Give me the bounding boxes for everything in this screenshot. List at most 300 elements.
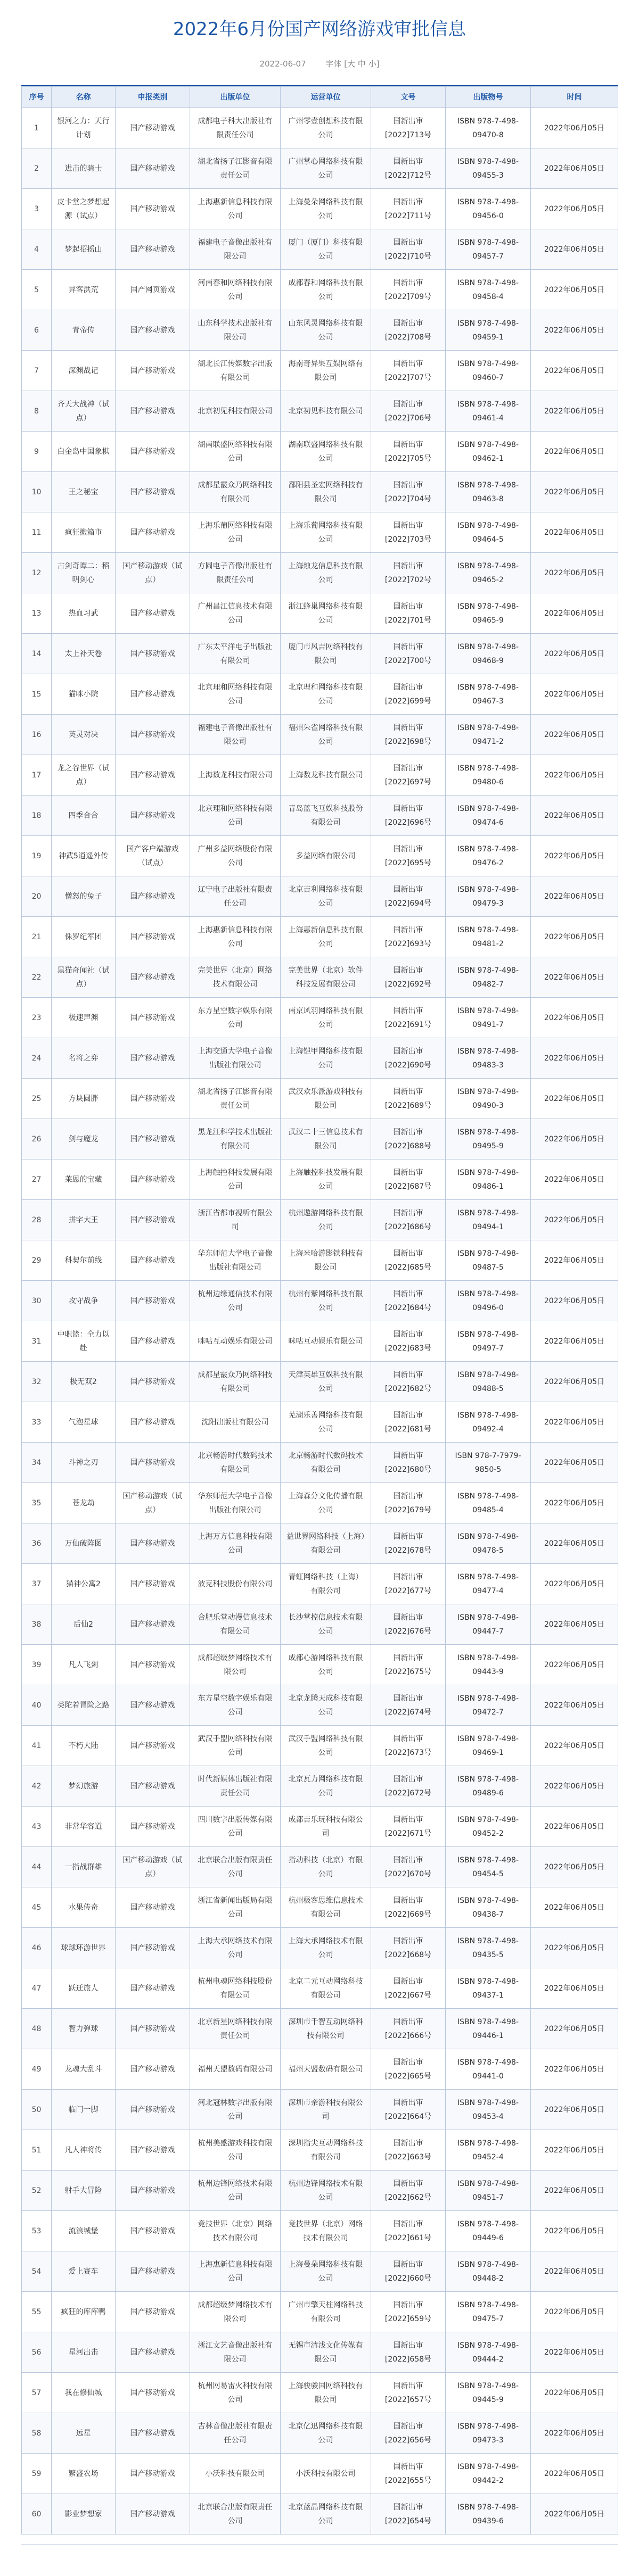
cell-isbn: ISBN 978-7-498-09462-1	[446, 432, 531, 472]
cell-name: 太上补天卷	[52, 634, 116, 674]
cell-approval-no: 国新出审[2022]663号	[371, 2130, 446, 2171]
cell-operator: 青岛蓝飞互娱科技股份有限公司	[281, 796, 371, 836]
cell-name: 皮卡堂之梦想起源（试点）	[52, 189, 116, 229]
cell-approval-no: 国新出审[2022]683号	[371, 1321, 446, 1362]
cell-approval-no: 国新出审[2022]674号	[371, 1685, 446, 1726]
cell-isbn: ISBN 978-7-498-09487-5	[446, 1240, 531, 1281]
cell-approval-no: 国新出审[2022]689号	[371, 1079, 446, 1119]
cell-publisher: 广东太平洋电子出版社有限公司	[190, 634, 281, 674]
cell-operator: 武汉二十三信息技术有限公司	[281, 1119, 371, 1159]
cell-operator: 上海米哈游影铁科技有限公司	[281, 1240, 371, 1281]
cell-time: 2022年06月05日	[531, 2251, 618, 2292]
cell-index: 26	[22, 1119, 52, 1159]
cell-isbn: ISBN 978-7-498-09492-4	[446, 1402, 531, 1443]
cell-index: 9	[22, 432, 52, 472]
cell-publisher: 咪咕互动娱乐有限公司	[190, 1321, 281, 1362]
cell-isbn: ISBN 978-7-498-09476-2	[446, 836, 531, 876]
cell-operator: 完美世界（北京）软件科技发展有限公司	[281, 957, 371, 998]
cell-isbn: ISBN 978-7-498-09465-9	[446, 593, 531, 634]
cell-category: 国产移动游戏	[116, 593, 190, 634]
cell-publisher: 武汉手盟网络科技有限公司	[190, 1726, 281, 1766]
cell-isbn: ISBN 978-7-498-09467-3	[446, 674, 531, 715]
cell-approval-no: 国新出审[2022]679号	[371, 1483, 446, 1523]
table-row	[22, 1766, 618, 1807]
cell-name: 名将之弈	[52, 1038, 116, 1079]
cell-operator: 广州零壹创想科技有限公司	[281, 108, 371, 148]
cell-name: 球球环游世界	[52, 1928, 116, 1968]
cell-isbn: ISBN 978-7-498-09451-7	[446, 2171, 531, 2211]
cell-publisher: 湖北长江传媒数字出版有限公司	[190, 351, 281, 391]
cell-approval-no: 国新出审[2022]677号	[371, 1564, 446, 1604]
cell-index: 57	[22, 2373, 52, 2413]
cell-name: 临门一脚	[52, 2090, 116, 2130]
table-row	[22, 1079, 618, 1119]
table-row	[22, 2454, 618, 2494]
cell-approval-no: 国新出审[2022]665号	[371, 2049, 446, 2090]
table-row	[22, 917, 618, 957]
publish-date: 2022-06-07	[259, 59, 306, 69]
cell-operator: 益世界网络科技（上海）有限公司	[281, 1523, 371, 1564]
cell-time: 2022年06月05日	[531, 2009, 618, 2049]
cell-operator: 武汉手盟网络科技有限公司	[281, 1726, 371, 1766]
cell-approval-no: 国新出审[2022]680号	[371, 1443, 446, 1483]
cell-isbn: ISBN 978-7-498-09485-4	[446, 1483, 531, 1523]
cell-operator: 多益网络有限公司	[281, 836, 371, 876]
table-row	[22, 2009, 618, 2049]
cell-name: 万仙破阵图	[52, 1523, 116, 1564]
cell-isbn: ISBN 978-7-498-09461-4	[446, 391, 531, 432]
cell-time: 2022年06月05日	[531, 1645, 618, 1685]
cell-time: 2022年06月05日	[531, 1766, 618, 1807]
cell-time: 2022年06月05日	[531, 229, 618, 270]
cell-category: 国产移动游戏	[116, 1726, 190, 1766]
cell-isbn: ISBN 978-7-498-09477-4	[446, 1564, 531, 1604]
cell-index: 51	[22, 2130, 52, 2171]
cell-index: 42	[22, 1766, 52, 1807]
cell-name: 流浪城堡	[52, 2211, 116, 2251]
cell-name: 科契尔前线	[52, 1240, 116, 1281]
cell-operator: 上海森分文化传播有限公司	[281, 1483, 371, 1523]
cell-index: 59	[22, 2454, 52, 2494]
cell-operator: 厦门市风吉网络科技有限公司	[281, 634, 371, 674]
cell-time: 2022年06月05日	[531, 998, 618, 1038]
cell-time: 2022年06月05日	[531, 1604, 618, 1645]
cell-index: 39	[22, 1645, 52, 1685]
cell-isbn: ISBN 978-7-498-09465-2	[446, 553, 531, 593]
table-row	[22, 148, 618, 189]
cell-operator: 竞技世界（北京）网络技术有限公司	[281, 2211, 371, 2251]
cell-category: 国产移动游戏	[116, 2009, 190, 2049]
col-header-index: 序号	[22, 87, 52, 108]
cell-time: 2022年06月05日	[531, 593, 618, 634]
cell-approval-no: 国新出审[2022]701号	[371, 593, 446, 634]
cell-isbn: ISBN 978-7-498-09454-5	[446, 1847, 531, 1887]
cell-publisher: 浙江省新闻出版局有限公司	[190, 1887, 281, 1928]
cell-category: 国产移动游戏	[116, 2049, 190, 2090]
cell-approval-no: 国新出审[2022]713号	[371, 108, 446, 148]
cell-name: 梦幻旅游	[52, 1766, 116, 1807]
cell-time: 2022年06月05日	[531, 836, 618, 876]
cell-index: 36	[22, 1523, 52, 1564]
cell-category: 国产移动游戏	[116, 755, 190, 796]
col-header-isbn: 出版物号	[446, 87, 531, 108]
cell-isbn: ISBN 978-7-498-09479-3	[446, 876, 531, 917]
cell-time: 2022年06月05日	[531, 1685, 618, 1726]
cell-index: 10	[22, 472, 52, 512]
cell-category: 国产移动游戏（试点）	[116, 553, 190, 593]
cell-time: 2022年06月05日	[531, 2454, 618, 2494]
cell-operator: 山东风灵网络科技有限公司	[281, 310, 371, 351]
cell-time: 2022年06月05日	[531, 1119, 618, 1159]
cell-time: 2022年06月05日	[531, 2332, 618, 2373]
cell-isbn: ISBN 978-7-498-09475-7	[446, 2292, 531, 2332]
font-large-button[interactable]: 大	[347, 59, 356, 69]
cell-approval-no: 国新出审[2022]685号	[371, 1240, 446, 1281]
cell-name: 猫咪小院	[52, 674, 116, 715]
cell-operator: 指动科技（北京）有限公司	[281, 1847, 371, 1887]
cell-publisher: 福建电子音像出版社有限公司	[190, 715, 281, 755]
cell-category: 国产移动游戏	[116, 2171, 190, 2211]
cell-isbn: ISBN 978-7-498-09480-6	[446, 755, 531, 796]
cell-operator: 小沃科技有限公司	[281, 2454, 371, 2494]
cell-approval-no: 国新出审[2022]668号	[371, 1928, 446, 1968]
cell-isbn: ISBN 978-7-498-09443-9	[446, 1645, 531, 1685]
cell-isbn: ISBN 978-7-498-09455-3	[446, 148, 531, 189]
cell-operator: 北京蓝晶网络科技有限公司	[281, 2494, 371, 2534]
table-row	[22, 1200, 618, 1240]
cell-approval-no: 国新出审[2022]712号	[371, 148, 446, 189]
cell-time: 2022年06月05日	[531, 1443, 618, 1483]
cell-approval-no: 国新出审[2022]667号	[371, 1968, 446, 2009]
cell-approval-no: 国新出审[2022]656号	[371, 2413, 446, 2454]
cell-operator: 杭州极客思维信息技术有限公司	[281, 1887, 371, 1928]
table-row	[22, 391, 618, 432]
cell-category: 国产移动游戏	[116, 391, 190, 432]
cell-publisher: 福建电子音像出版社有限公司	[190, 229, 281, 270]
cell-index: 12	[22, 553, 52, 593]
cell-category: 国产移动游戏	[116, 1887, 190, 1928]
cell-publisher: 小沃科技有限公司	[190, 2454, 281, 2494]
cell-name: 跃迁旅人	[52, 1968, 116, 2009]
cell-time: 2022年06月05日	[531, 755, 618, 796]
cell-time: 2022年06月05日	[531, 1847, 618, 1887]
table-row	[22, 1807, 618, 1847]
cell-isbn: ISBN 978-7-498-09488-5	[446, 1362, 531, 1402]
cell-isbn: ISBN 978-7-498-09469-1	[446, 1726, 531, 1766]
cell-operator: 天津英雄互娱科技有限公司	[281, 1362, 371, 1402]
table-row	[22, 2332, 618, 2373]
cell-time: 2022年06月05日	[531, 1159, 618, 1200]
cell-isbn: ISBN 978-7-498-09435-5	[446, 1928, 531, 1968]
cell-index: 23	[22, 998, 52, 1038]
cell-index: 8	[22, 391, 52, 432]
table-row	[22, 2494, 618, 2534]
cell-isbn: ISBN 978-7-498-09449-6	[446, 2211, 531, 2251]
cell-index: 34	[22, 1443, 52, 1483]
cell-category: 国产移动游戏	[116, 1362, 190, 1402]
cell-isbn: ISBN 978-7-498-09437-1	[446, 1968, 531, 2009]
cell-category: 国产移动游戏	[116, 2332, 190, 2373]
cell-operator: 上海烛龙信息科技有限公司	[281, 553, 371, 593]
cell-isbn: ISBN 978-7-498-09445-9	[446, 2373, 531, 2413]
cell-publisher: 上海惠新信息科技有限公司	[190, 917, 281, 957]
cell-operator: 浙江蜂巢网络科技有限公司	[281, 593, 371, 634]
cell-publisher: 杭州电魂网络科技股份有限公司	[190, 1968, 281, 2009]
cell-category: 国产移动游戏（试点）	[116, 1483, 190, 1523]
cell-time: 2022年06月05日	[531, 512, 618, 553]
cell-name: 我在修仙城	[52, 2373, 116, 2413]
cell-time: 2022年06月05日	[531, 2090, 618, 2130]
cell-isbn: ISBN 978-7-498-09471-2	[446, 715, 531, 755]
cell-time: 2022年06月05日	[531, 472, 618, 512]
cell-approval-no: 国新出审[2022]706号	[371, 391, 446, 432]
table-row	[22, 796, 618, 836]
cell-time: 2022年06月05日	[531, 796, 618, 836]
cell-name: 猫神公寓2	[52, 1564, 116, 1604]
cell-category: 国产移动游戏	[116, 1807, 190, 1847]
cell-name: 后仙2	[52, 1604, 116, 1645]
cell-publisher: 杭州美盛游戏科技有限公司	[190, 2130, 281, 2171]
cell-publisher: 山东科学技术出版社有限公司	[190, 310, 281, 351]
cell-name: 青帝传	[52, 310, 116, 351]
cell-time: 2022年06月05日	[531, 917, 618, 957]
cell-index: 18	[22, 796, 52, 836]
cell-approval-no: 国新出审[2022]678号	[371, 1523, 446, 1564]
cell-approval-no: 国新出审[2022]695号	[371, 836, 446, 876]
cell-name: 莱恩的宝藏	[52, 1159, 116, 1200]
cell-operator: 上海数龙科技有限公司	[281, 755, 371, 796]
table-row	[22, 2171, 618, 2211]
table-row	[22, 2130, 618, 2171]
cell-approval-no: 国新出审[2022]660号	[371, 2251, 446, 2292]
cell-publisher: 成都星霰众乃网络科技有限公司	[190, 472, 281, 512]
cell-index: 20	[22, 876, 52, 917]
cell-approval-no: 国新出审[2022]687号	[371, 1159, 446, 1200]
cell-publisher: 北京畅游时代数码技术有限公司	[190, 1443, 281, 1483]
cell-publisher: 成都超级梦网络技术有限公司	[190, 1645, 281, 1685]
table-row	[22, 553, 618, 593]
font-small-button[interactable]: 小	[368, 59, 376, 69]
cell-operator: 北京龙腾天成科技有限公司	[281, 1685, 371, 1726]
cell-category: 国产移动游戏	[116, 2373, 190, 2413]
cell-publisher: 华东师范大学电子音像出版社有限公司	[190, 1483, 281, 1523]
cell-operator: 上海骏骏国网络科技有限公司	[281, 2373, 371, 2413]
cell-publisher: 方圆电子音像出版社有限责任公司	[190, 553, 281, 593]
cell-publisher: 上海大承网络技术有限公司	[190, 1928, 281, 1968]
cell-category: 国产移动游戏	[116, 189, 190, 229]
cell-publisher: 湖北省扬子江影音有限责任公司	[190, 1079, 281, 1119]
cell-category: 国产移动游戏	[116, 1604, 190, 1645]
cell-time: 2022年06月05日	[531, 2211, 618, 2251]
cell-operator: 杭州边锋网络技术有限公司	[281, 2171, 371, 2211]
cell-time: 2022年06月05日	[531, 1968, 618, 2009]
cell-name: 神武5逍遥外传	[52, 836, 116, 876]
cell-name: 远星	[52, 2413, 116, 2454]
cell-publisher: 上海万方信息科技有限公司	[190, 1523, 281, 1564]
cell-publisher: 东方星空数字娱乐有限公司	[190, 998, 281, 1038]
cell-time: 2022年06月05日	[531, 1726, 618, 1766]
cell-name: 疯狂搬箱市	[52, 512, 116, 553]
cell-isbn: ISBN 978-7-498-09448-2	[446, 2251, 531, 2292]
cell-isbn: ISBN 978-7-498-09489-6	[446, 1766, 531, 1807]
table-row	[22, 1321, 618, 1362]
cell-isbn: ISBN 978-7-498-09446-1	[446, 2009, 531, 2049]
cell-time: 2022年06月05日	[531, 2049, 618, 2090]
cell-isbn: ISBN 978-7-498-09442-2	[446, 2454, 531, 2494]
cell-isbn: ISBN 978-7-498-09494-1	[446, 1200, 531, 1240]
cell-name: 疯狂的库库鸭	[52, 2292, 116, 2332]
cell-approval-no: 国新出审[2022]666号	[371, 2009, 446, 2049]
cell-approval-no: 国新出审[2022]676号	[371, 1604, 446, 1645]
cell-time: 2022年06月05日	[531, 1038, 618, 1079]
cell-index: 44	[22, 1847, 52, 1887]
cell-category: 国产移动游戏	[116, 1119, 190, 1159]
cell-category: 国产移动游戏	[116, 2251, 190, 2292]
page-title: 2022年6月份国产网络游戏审批信息	[173, 19, 466, 40]
cell-time: 2022年06月05日	[531, 1281, 618, 1321]
cell-name: 齐天大战神（试点）	[52, 391, 116, 432]
cell-index: 53	[22, 2211, 52, 2251]
cell-approval-no: 国新出审[2022]711号	[371, 189, 446, 229]
cell-publisher: 上海数龙科技有限公司	[190, 755, 281, 796]
cell-approval-no: 国新出审[2022]662号	[371, 2171, 446, 2211]
cell-time: 2022年06月05日	[531, 310, 618, 351]
table-row	[22, 998, 618, 1038]
table-row	[22, 1928, 618, 1968]
cell-approval-no: 国新出审[2022]661号	[371, 2211, 446, 2251]
cell-isbn: ISBN 978-7-498-09472-7	[446, 1685, 531, 1726]
cell-operator: 深圳市亲游科技有限公司	[281, 2090, 371, 2130]
cell-name: 一指战群雄	[52, 1847, 116, 1887]
cell-index: 2	[22, 148, 52, 189]
table-row	[22, 1483, 618, 1523]
cell-approval-no: 国新出审[2022]698号	[371, 715, 446, 755]
col-header-category: 申报类别	[116, 87, 190, 108]
cell-category: 国产移动游戏	[116, 998, 190, 1038]
cell-publisher: 杭州边锋网络技术有限公司	[190, 2171, 281, 2211]
cell-index: 54	[22, 2251, 52, 2292]
cell-operator: 武汉欢乐派游戏科技有限公司	[281, 1079, 371, 1119]
cell-publisher: 合肥乐堂动漫信息技术有限公司	[190, 1604, 281, 1645]
cell-index: 38	[22, 1604, 52, 1645]
cell-name: 影业梦想家	[52, 2494, 116, 2534]
cell-isbn: ISBN 978-7-498-09439-6	[446, 2494, 531, 2534]
table-row	[22, 715, 618, 755]
font-medium-button[interactable]: 中	[357, 59, 366, 69]
cell-operator: 无锡市清浅文化传媒有限公司	[281, 2332, 371, 2373]
cell-operator: 厦门（厦门）科技有限公司	[281, 229, 371, 270]
cell-isbn: ISBN 978-7-498-09483-3	[446, 1038, 531, 1079]
cell-category: 国产移动游戏	[116, 512, 190, 553]
cell-time: 2022年06月05日	[531, 270, 618, 310]
cell-index: 15	[22, 674, 52, 715]
cell-name: 不朽大陆	[52, 1726, 116, 1766]
cell-approval-no: 国新出审[2022]684号	[371, 1281, 446, 1321]
cell-index: 16	[22, 715, 52, 755]
table-row	[22, 512, 618, 553]
cell-category: 国产移动游戏	[116, 2413, 190, 2454]
cell-name: 银河之力：天行计划	[52, 108, 116, 148]
cell-index: 14	[22, 634, 52, 674]
cell-isbn: ISBN 978-7-498-09444-2	[446, 2332, 531, 2373]
table-row	[22, 836, 618, 876]
cell-publisher: 北京联合出版有限责任公司	[190, 1847, 281, 1887]
cell-operator: 广州市擎天柱网络科技有限公司	[281, 2292, 371, 2332]
cell-approval-no: 国新出审[2022]708号	[371, 310, 446, 351]
cell-category: 国产移动游戏	[116, 310, 190, 351]
cell-approval-no: 国新出审[2022]654号	[371, 2494, 446, 2534]
cell-publisher: 杭州边缘通信技术有限公司	[190, 1281, 281, 1321]
cell-time: 2022年06月05日	[531, 1523, 618, 1564]
cell-index: 37	[22, 1564, 52, 1604]
table-row	[22, 674, 618, 715]
cell-isbn: ISBN 978-7-498-09478-5	[446, 1523, 531, 1564]
cell-publisher: 北京新星网络科技有限责任公司	[190, 2009, 281, 2049]
cell-time: 2022年06月05日	[531, 108, 618, 148]
cell-approval-no: 国新出审[2022]707号	[371, 351, 446, 391]
table-row	[22, 2049, 618, 2090]
cell-index: 27	[22, 1159, 52, 1200]
cell-category: 国产移动游戏	[116, 1321, 190, 1362]
table-row	[22, 1281, 618, 1321]
cell-category: 国产移动游戏	[116, 1200, 190, 1240]
cell-operator: 深圳指尖互动网络科技有限公司	[281, 2130, 371, 2171]
cell-approval-no: 国新出审[2022]694号	[371, 876, 446, 917]
cell-publisher: 成都星霰众乃网络科技有限公司	[190, 1362, 281, 1402]
table-row	[22, 1968, 618, 2009]
cell-category: 国产移动游戏	[116, 957, 190, 998]
cell-category: 国产移动游戏	[116, 1564, 190, 1604]
cell-category: 国产移动游戏	[116, 1159, 190, 1200]
cell-category: 国产移动游戏	[116, 148, 190, 189]
cell-approval-no: 国新出审[2022]692号	[371, 957, 446, 998]
cell-time: 2022年06月05日	[531, 432, 618, 472]
cell-category: 国产移动游戏	[116, 1928, 190, 1968]
cell-time: 2022年06月05日	[531, 674, 618, 715]
cell-category: 国产移动游戏	[116, 432, 190, 472]
cell-operator: 北京初见科技有限公司	[281, 391, 371, 432]
cell-publisher: 华东师范大学电子音像出版社有限公司	[190, 1240, 281, 1281]
cell-operator: 成都吉乐玩科技有限公司	[281, 1807, 371, 1847]
cell-isbn: ISBN 978-7-498-09447-7	[446, 1604, 531, 1645]
cell-isbn: ISBN 978-7-498-09496-0	[446, 1281, 531, 1321]
cell-time: 2022年06月05日	[531, 1928, 618, 1968]
cell-operator: 成都春和网络科技有限公司	[281, 270, 371, 310]
cell-approval-no: 国新出审[2022]655号	[371, 2454, 446, 2494]
cell-approval-no: 国新出审[2022]709号	[371, 270, 446, 310]
table-row	[22, 1645, 618, 1685]
cell-name: 极无双2	[52, 1362, 116, 1402]
cell-time: 2022年06月05日	[531, 876, 618, 917]
cell-isbn: ISBN 978-7-498-09481-2	[446, 917, 531, 957]
cell-category: 国产移动游戏	[116, 472, 190, 512]
cell-category: 国产移动游戏	[116, 351, 190, 391]
col-header-approval-no: 文号	[371, 87, 446, 108]
table-row	[22, 1038, 618, 1079]
cell-approval-no: 国新出审[2022]671号	[371, 1807, 446, 1847]
cell-name: 四季合合	[52, 796, 116, 836]
cell-time: 2022年06月05日	[531, 634, 618, 674]
cell-isbn: ISBN 978-7-498-09460-7	[446, 351, 531, 391]
cell-category: 国产移动游戏	[116, 876, 190, 917]
cell-category: 国产移动游戏	[116, 1038, 190, 1079]
cell-approval-no: 国新出审[2022]672号	[371, 1766, 446, 1807]
cell-time: 2022年06月05日	[531, 1321, 618, 1362]
cell-isbn: ISBN 978-7-498-09468-9	[446, 634, 531, 674]
cell-isbn: ISBN 978-7-498-09470-8	[446, 108, 531, 148]
cell-index: 29	[22, 1240, 52, 1281]
cell-operator: 成都心游网络科技有限公司	[281, 1645, 371, 1685]
